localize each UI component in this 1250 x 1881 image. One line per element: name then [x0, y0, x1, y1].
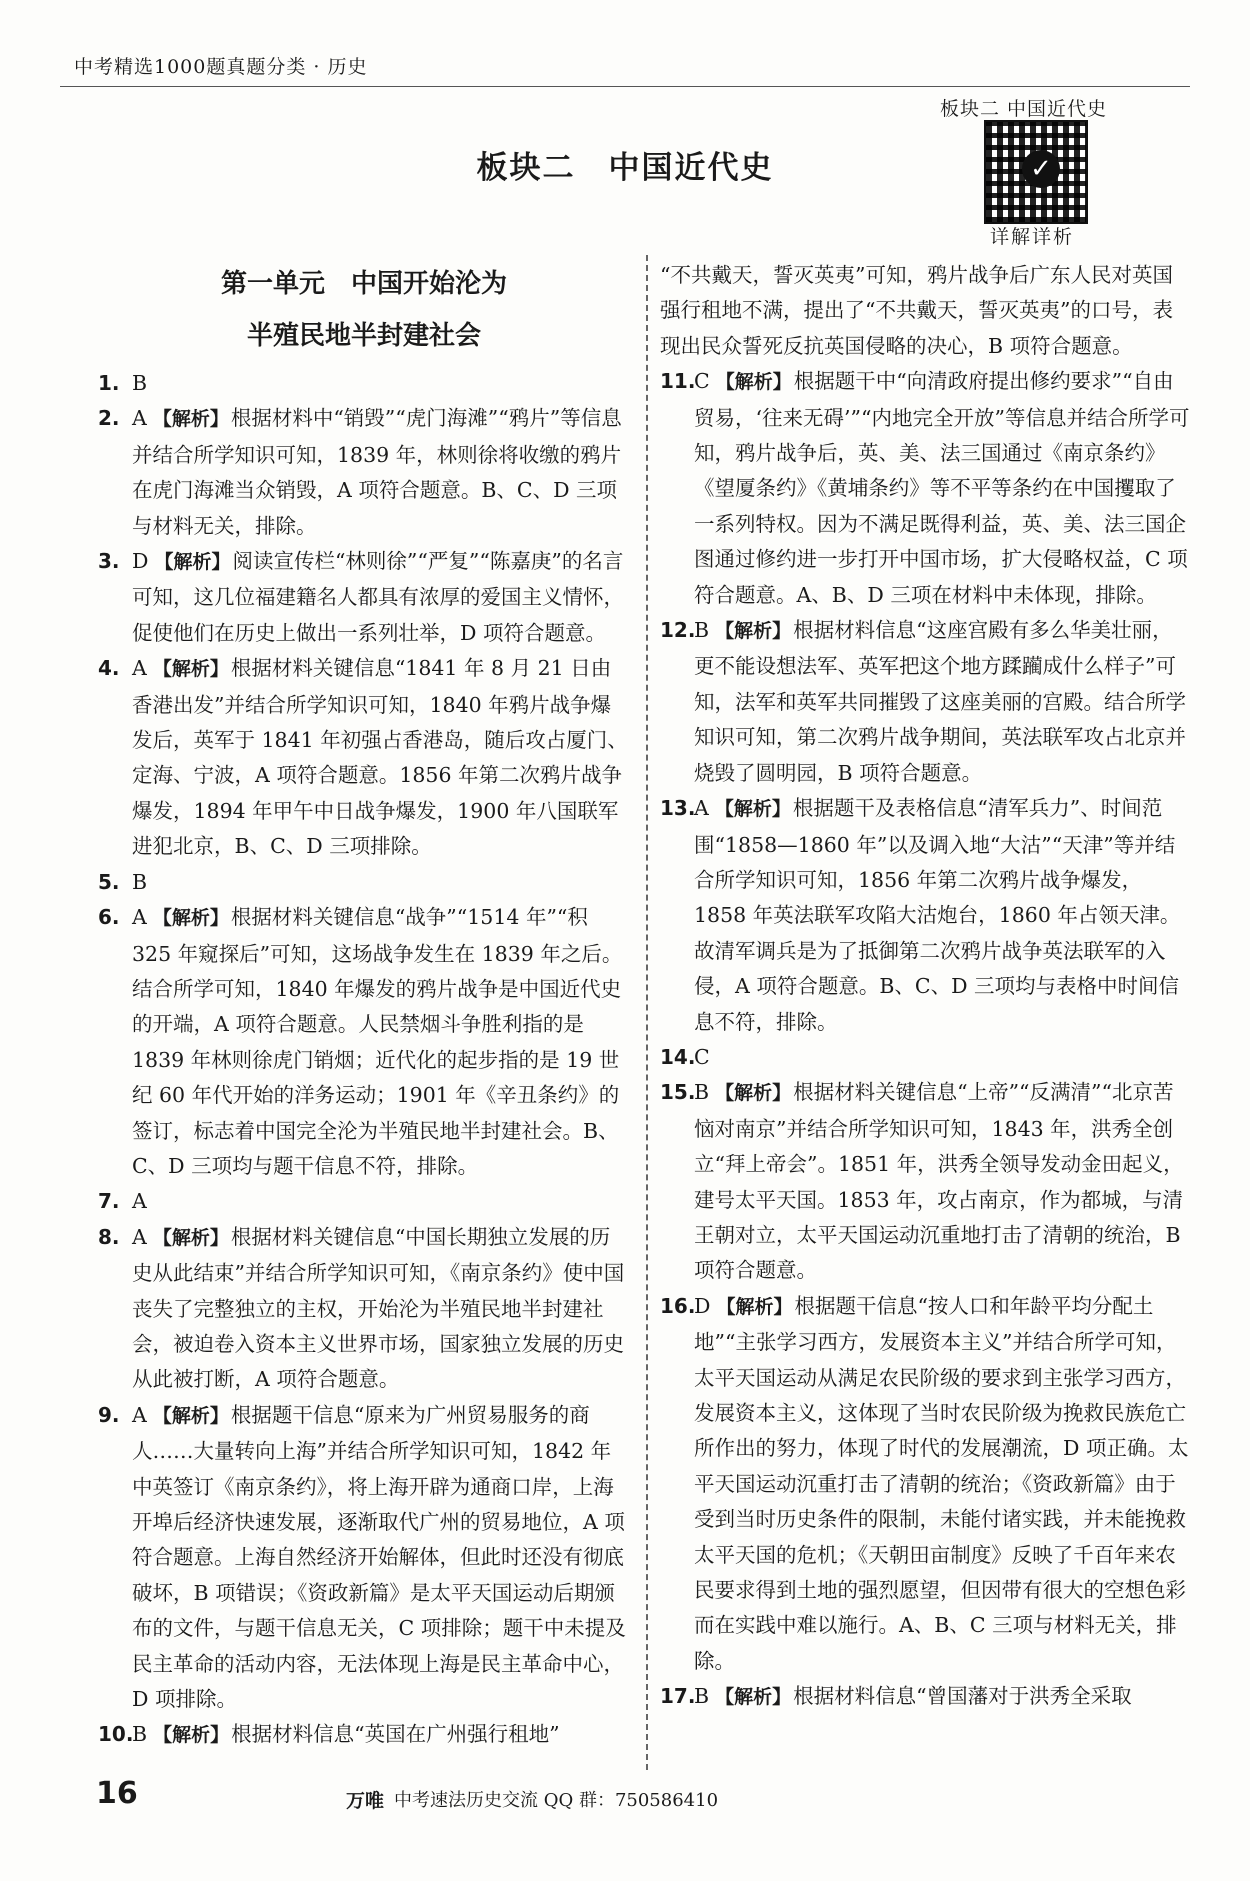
analysis-tag: 【解析】 — [715, 620, 792, 643]
analysis-text: 根据材料关键信息“战争”“1514 年”“积 325 年窥探后”可知，这场战争发生在 1839 年之后。结合所学可知，1840 年爆发的鸦片战争是中国近代史的开端，A 项符合题意。人民禁烟斗争胜利指的是 1839 年林则徐虎门销烟；近代化的起步指的是 19 世纪 60 年代开始的洋务运动；1901 年《辛丑条约》的签订，标志着中国完全沦为半殖民地半封建社会。B、C、D 三项均与题干信息不符，排除。 — [132, 905, 623, 1178]
analysis-text: 根据题干及表格信息“清军兵力”、时间范围“1858—1860 年”以及调入地“大沽”“天津”等并结合所学知识可知，1856 年第二次鸦片战争爆发，1858 年英法联军攻陷大沽炮台，1860 年占领天津。故清军调兵是为了抵御第二次鸦片战争英法联军的入侵，A 项符合题意。B、C、D 三项均与表格中时间信息不符，排除。 — [694, 796, 1181, 1034]
series-title: 中考精选1000题真题分类 · 历史 — [74, 56, 368, 78]
analysis-text: 阅读宣传栏“林则徐”“严复”“陈嘉庚”的名言可知，这几位福建籍名人都具有浓厚的爱国主义情怀，促使他们在历史上做出一系列壮举，D 项符合题意。 — [132, 549, 624, 645]
answer-key: B — [694, 1080, 710, 1105]
answer-number: 10. — [98, 1722, 134, 1747]
answer-item — [98, 900, 630, 1184]
analysis-tag: 【解析】 — [152, 658, 229, 681]
analysis-text: 根据材料关键信息“中国长期独立发展的历史从此结束”并结合所学知识可知，《南京条约》使中国丧失了完整独立的主权，开始沦为半殖民地半封建社会，被迫卷入资本主义世界市场，国家独立发展的历史从此被打断，A 项符合题意。 — [132, 1224, 625, 1392]
answer-number: 6. — [98, 905, 120, 930]
right-answer-list — [660, 364, 1190, 1715]
answer-key: B — [694, 1684, 710, 1709]
analysis-tag: 【解析】 — [152, 408, 229, 431]
answer-key: C — [694, 1044, 710, 1069]
analysis-tag: 【解析】 — [715, 371, 792, 394]
answer-item — [98, 865, 630, 900]
analysis-text: 根据题干信息“按人口和年龄平均分配土地”“主张学习西方，发展资本主义”并结合所学可知，太平天国运动从满足农民阶级的要求到主张学习西方，发展资本主义，这体现了当时农民阶级为挽救民族危亡所作出的努力，体现了时代的发展潮流，D 项正确。太平天国运动沉重打击了清朝的统治；《资政新篇》由于受到当时历史条件的限制，未能付诸实践，并未能挽救太平天国的危机；《天朝田亩制度》反映了千百年来农民要求得到土地的强烈愿望，但因带有很大的空想色彩而在实践中难以施行。A、B、C 三项与材料无关，排除。 — [694, 1293, 1189, 1673]
answer-number: 15. — [660, 1080, 696, 1105]
answer-item — [98, 1717, 630, 1753]
analysis-text: 根据材料关键信息“上帝”“反满清”“北京苦恼对南京”并结合所学知识可知，1843 年，洪秀全创立“拜上帝会”。1851 年，洪秀全领导发动金田起义，建号太平天国。1853 年，攻占南京，作为都城，与清王朝对立，太平天国运动沉重地打击了清朝的统治，B 项符合题意。 — [694, 1080, 1184, 1283]
answer-item — [98, 651, 630, 864]
footer-note: 中考速法历史交流 QQ 群：750586410 — [394, 1790, 719, 1811]
analysis-text: 根据材料中“销毁”“虎门海滩”“鸦片”等信息并结合所学知识可知，1839 年，林则徐将收缴的鸦片在虎门海滩当众销毁，A 项符合题意。B、C、D 三项与材料无关，排除。 — [132, 406, 622, 538]
analysis-tag: 【解析】 — [152, 1404, 229, 1427]
answer-number: 13. — [660, 796, 696, 821]
answer-number: 17. — [660, 1684, 696, 1709]
brand-logo: 万唯 — [346, 1790, 385, 1812]
analysis-text: 根据题干中“向清政府提出修约要求”“自由贸易，‘往来无碍’”“内地完全开放”等信息并结合所学可知，鸦片战争后，英、美、法三国通过《南京条约》《望厦条约》《黄埔条约》等不平等条约在中国攫取了一系列特权。因为不满足既得利益，英、美、法三国企图通过修约进一步打开中国市场，扩大侵略权益，C 项符合题意。A、B、D 三项在材料中未体现，排除。 — [694, 369, 1190, 607]
answer-item — [98, 1398, 630, 1718]
answer-key: A — [132, 1189, 147, 1214]
answer-item — [98, 1184, 630, 1219]
answer-key: A — [132, 905, 147, 930]
unit-title-line2: 半殖民地半封建社会 — [246, 321, 481, 351]
analysis-text: 根据材料信息“曾国藩对于洪秀全采取 — [793, 1684, 1132, 1709]
answer-item — [660, 791, 1190, 1040]
answer-key: A — [132, 1402, 147, 1427]
answer-number: 2. — [98, 406, 120, 431]
answer-key: D — [132, 549, 149, 574]
section-title: 板块二 中国近代史 — [476, 150, 774, 186]
analysis-tag: 【解析】 — [152, 907, 229, 930]
answer-item — [660, 613, 1190, 791]
answer-key: A — [132, 406, 147, 431]
answer-number: 5. — [98, 869, 120, 894]
answer-key: B — [132, 869, 148, 894]
analysis-tag: 【解析】 — [152, 1226, 229, 1249]
answer-key: A — [694, 796, 709, 821]
answer-number: 16. — [660, 1293, 696, 1318]
answer-key: D — [694, 1293, 711, 1318]
answer-key: B — [694, 618, 710, 643]
left-column — [98, 258, 630, 1754]
answer-number: 9. — [98, 1402, 120, 1427]
page-number: 16 — [96, 1776, 138, 1811]
analysis-text: 根据材料关键信息“1841 年 8 月 21 日由香港出发”并结合所学知识可知，1840 年鸦片战争爆发后，英军于 1841 年初强占香港岛，随后攻占厦门、定海、宁波，A 项符合题意。1856 年第二次鸦片战争爆发，1894 年甲午中日战争爆发，1900 年八国联军进犯北京，B、C、D 三项排除。 — [132, 656, 628, 859]
qr-caption: 详解详析 — [990, 226, 1075, 248]
answer-item — [98, 544, 630, 651]
answer-number: 1. — [98, 371, 120, 395]
answer-item — [660, 1679, 1190, 1715]
analysis-text: 根据材料信息“这座宫殿有多么华美壮丽，更不能设想法军、英军把这个地方蹂躏成什么样子”可知，法军和英军共同摧毁了这座美丽的宫殿。结合所学知识可知，第二次鸦片战争期间，英法联军攻占北京并烧毁了圆明园，B 项符合题意。 — [694, 618, 1186, 785]
answer-number: 12. — [660, 618, 696, 643]
answer-key: C — [694, 369, 710, 394]
answer-item — [98, 1220, 630, 1398]
answer-key: B — [132, 371, 148, 395]
answer-key: A — [132, 1224, 147, 1249]
analysis-tag: 【解析】 — [715, 1686, 792, 1709]
analysis-tag: 【解析】 — [153, 1724, 230, 1747]
analysis-text: 根据材料信息“英国在广州强行租地” — [231, 1722, 560, 1747]
answer-number: 7. — [98, 1189, 120, 1214]
analysis-tag: 【解析】 — [716, 1295, 793, 1318]
check-icon: ✓ — [1022, 150, 1060, 188]
answer-number: 3. — [98, 549, 120, 574]
analysis-tag: 【解析】 — [714, 798, 791, 821]
answer-key: B — [132, 1722, 148, 1747]
answer-number: 8. — [98, 1224, 120, 1249]
answer-key: A — [132, 656, 147, 681]
left-answer-list — [98, 366, 630, 1754]
answer-item — [660, 364, 1190, 613]
header-rule — [60, 86, 1190, 87]
answer-item — [660, 1289, 1190, 1679]
analysis-tag: 【解析】 — [154, 551, 231, 574]
unit-title — [98, 258, 630, 362]
answer-number: 11. — [660, 369, 696, 394]
answer-number: 4. — [98, 656, 120, 681]
answer-item — [660, 1040, 1190, 1075]
unit-title-line1: 第一单元 中国开始沦为 — [220, 269, 507, 299]
answer-item — [98, 366, 630, 401]
analysis-tag: 【解析】 — [715, 1082, 792, 1105]
analysis-text: 根据题干信息“原来为广州贸易服务的商人……大量转向上海”并结合所学知识可知，1842 年中英签订《南京条约》，将上海开辟为通商口岸，上海开埠后经济快速发展，逐渐取代广州的贸易地位，A 项符合题意。上海自然经济开始解体，但此时还没有彻底破坏，B 项错误；《资政新篇》是太平天国运动后期颁布的文件，与题干信息无关，C 项排除；题干中未提及民主革命的活动内容，无法体现上海是民主革命中心，D 项排除。 — [132, 1402, 626, 1712]
column-divider — [646, 255, 648, 1770]
continued-text: “不共戴天，誓灭英夷”可知，鸦片战争后广东人民对英国强行租地不满，提出了“不共戴天，誓灭英夷”的口号，表现出民众誓死反抗英国侵略的决心，B 项符合题意。 — [660, 263, 1173, 358]
answer-item — [660, 1075, 1190, 1288]
right-column — [660, 258, 1190, 1716]
answer-item — [98, 401, 630, 544]
answer-number: 14. — [660, 1044, 696, 1069]
qr-label: 板块二 中国近代史 — [940, 98, 1108, 120]
